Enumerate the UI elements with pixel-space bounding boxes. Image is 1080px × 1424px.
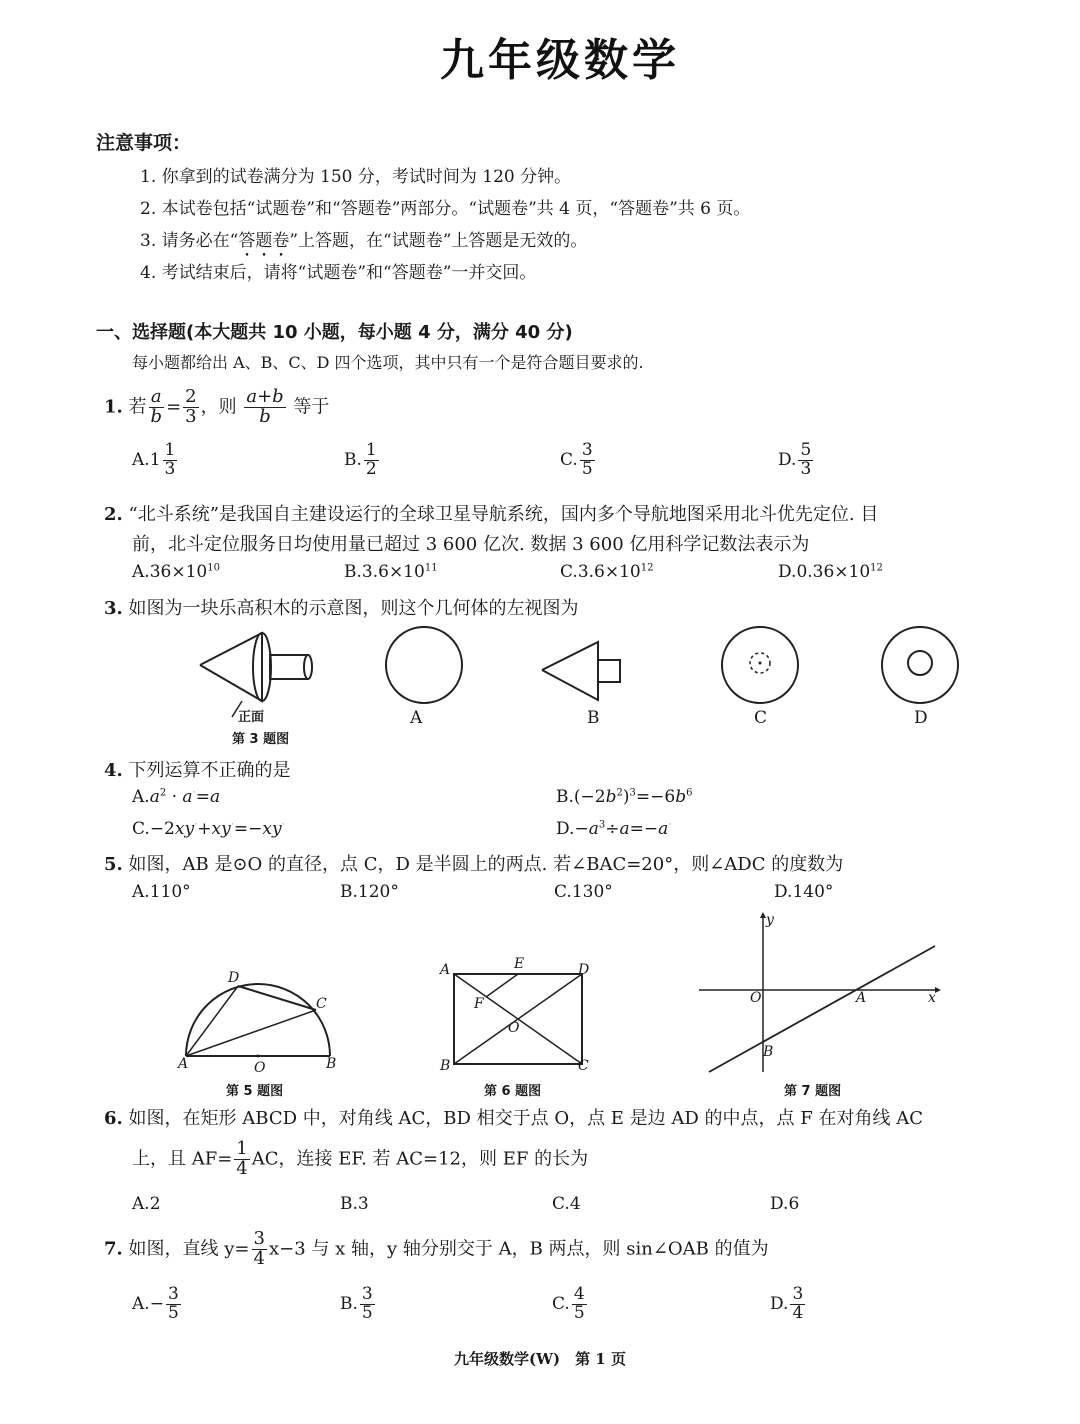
illegible-exponent: · <box>281 819 285 831</box>
option-label: D. <box>778 449 797 470</box>
illegible-exponent: · <box>230 819 234 831</box>
q7-option-b[interactable] <box>340 1286 377 1323</box>
option-value: 110° <box>149 882 191 902</box>
option-value: 130° <box>571 882 613 902</box>
q2-option-a[interactable] <box>132 562 220 582</box>
option-base: 36×10 <box>149 562 208 582</box>
question-number: 2. <box>104 504 123 525</box>
question-5 <box>104 850 843 876</box>
q7-point-b: B <box>763 1044 774 1060</box>
q6-option-d[interactable] <box>770 1194 799 1214</box>
q6-line-2-b: AC，连接 EF. 若 AC=12，则 EF 的长为 <box>251 1148 589 1170</box>
denominator: 5 <box>573 1302 585 1323</box>
denominator: 4 <box>792 1302 804 1323</box>
q5-point-b: B <box>326 1056 337 1072</box>
notice-item-4: 4. 考试结束后，请将“试题卷”和“答题卷”一并交回。 <box>140 263 537 283</box>
denominator: 5 <box>581 458 593 479</box>
fraction <box>252 1230 267 1269</box>
numerator: 3 <box>581 440 593 460</box>
q6-line-2 <box>132 1140 588 1179</box>
q5-point-c: C <box>316 996 327 1012</box>
option-base: 0.36×10 <box>796 562 871 582</box>
denominator: 4 <box>236 1157 248 1179</box>
fraction <box>364 442 379 479</box>
q4-option-b[interactable]: $B.(-2b^2)^3=-6b^6$ <box>556 787 693 807</box>
question-3 <box>104 594 579 620</box>
denominator: 2 <box>365 458 377 479</box>
notice-heading: 注意事项： <box>96 132 192 154</box>
option-sign: − <box>149 1293 164 1314</box>
q6-point-b: B <box>440 1058 451 1074</box>
option-label: C. <box>554 882 572 902</box>
numerator: a+b <box>246 386 284 407</box>
page-title: 九年级数学 <box>440 35 680 86</box>
option-label: C. <box>560 449 578 470</box>
option-label: A. <box>132 1293 150 1314</box>
q5-point-o: O <box>254 1060 266 1076</box>
notice-item-3-a: 3. 请务必在“ <box>140 231 239 251</box>
option-label: A. <box>132 1194 150 1214</box>
option-label: D. <box>770 1194 789 1214</box>
q5-option-d[interactable] <box>774 882 833 902</box>
fraction <box>572 1286 587 1323</box>
option-label: A. <box>132 882 150 902</box>
fraction <box>790 1286 805 1323</box>
option-label: B. <box>344 449 362 470</box>
section-instruction: 每小题都给出 A、B、C、D 四个选项，其中只有一个是符合题目要求的. <box>132 353 644 372</box>
question-2 <box>104 500 878 526</box>
question-7 <box>104 1230 769 1269</box>
illegible-exponent: · <box>668 819 672 831</box>
q2-option-d[interactable] <box>778 562 883 582</box>
question-4 <box>104 756 291 782</box>
numerator: 1 <box>365 440 377 460</box>
q1-text-c: 等于 <box>293 396 330 418</box>
q6-point-d: D <box>578 962 590 978</box>
fraction <box>149 388 165 427</box>
q6-line-1: 如图，在矩形 ABCD 中，对角线 AC，BD 相交于点 O，点 E 是边 AD 的中点，点 F 在对角线 AC <box>128 1108 923 1129</box>
numerator: a <box>150 386 162 407</box>
option-label: D. <box>774 882 793 902</box>
numerator: 3 <box>167 1284 179 1304</box>
q2-option-b[interactable] <box>344 562 438 582</box>
q1-option-c[interactable] <box>560 442 597 479</box>
equals: = <box>166 396 182 418</box>
q7-origin-label: O <box>750 990 762 1006</box>
option-base: 3.6×10 <box>361 562 425 582</box>
q2-option-c[interactable] <box>560 562 653 582</box>
option-value: 4 <box>569 1194 581 1214</box>
option-label: B. <box>340 882 358 902</box>
fraction <box>234 1140 249 1179</box>
q6-rectangle-figure <box>450 970 590 1070</box>
denominator: 3 <box>164 458 176 479</box>
illegible-exponent: · <box>194 819 198 831</box>
q7-coordinate-figure <box>695 912 945 1078</box>
fraction <box>166 1286 181 1323</box>
q5-option-b[interactable] <box>340 882 399 902</box>
q5-point-d: D <box>228 970 240 986</box>
fraction <box>580 442 595 479</box>
q6-caption: 第 6 题图 <box>484 1084 542 1099</box>
notice-item-3-emphasis: 答题卷 <box>238 231 290 251</box>
q5-semicircle-figure <box>180 960 340 1070</box>
exponent: 12 <box>640 562 654 574</box>
q6-point-a: A <box>440 962 451 978</box>
q5-text: 如图，AB 是⊙O 的直径，点 C，D 是半圆上的两点. 若∠BAC=20°，则∠ADC 的度数为 <box>128 854 844 875</box>
numerator: 4 <box>573 1284 585 1304</box>
q6-point-e: E <box>514 956 525 972</box>
q1-text-b: ，则 <box>200 396 237 418</box>
q4-option-d[interactable]: $D.-a^3\div a=-a^\cdot$ <box>556 819 672 839</box>
option-label: B. <box>556 787 574 807</box>
question-number: 3. <box>104 598 123 619</box>
option-value: 3 <box>357 1194 369 1214</box>
q3-choice-a-circle[interactable] <box>384 625 464 705</box>
numerator: 1 <box>164 440 176 460</box>
notice-item-2: 2. 本试卷包括“试题卷”和“答题卷”两部分。“试题卷”共 4 页，“答题卷”共 6 页。 <box>140 199 751 219</box>
q6-option-c[interactable] <box>552 1194 581 1214</box>
numerator: 5 <box>800 440 812 460</box>
q7-point-a: A <box>856 990 867 1006</box>
fraction <box>163 442 178 479</box>
option-label: D. <box>770 1293 789 1314</box>
q1-option-b[interactable] <box>344 442 381 479</box>
option-label: B. <box>344 562 362 582</box>
notice-item-1: 1. 你拿到的试卷满分为 150 分，考试时间为 120 分钟。 <box>140 167 572 187</box>
q3-choice-d-label: D <box>914 708 928 728</box>
option-label: D. <box>778 562 797 582</box>
q1-option-a[interactable] <box>132 442 179 479</box>
numerator: 2 <box>185 386 197 407</box>
q1-option-d[interactable] <box>778 442 815 479</box>
q3-choice-b-shape[interactable] <box>540 640 650 710</box>
fraction <box>798 442 813 479</box>
whole-part: 1 <box>149 449 161 470</box>
denominator: b <box>150 405 163 427</box>
denominator: 3 <box>185 405 197 427</box>
question-number: 1. <box>104 396 123 418</box>
section-heading: 一、选择题(本大题共 10 小题，每小题 4 分，满分 40 分) <box>96 322 573 343</box>
option-value: 140° <box>792 882 834 902</box>
question-1 <box>104 388 329 427</box>
q3-choice-c-circle[interactable] <box>720 625 800 705</box>
option-value: 120° <box>357 882 399 902</box>
option-label: C. <box>552 1194 570 1214</box>
numerator: 1 <box>236 1138 248 1159</box>
q7-axis-y-label: y <box>766 912 774 928</box>
denominator: 3 <box>800 458 812 479</box>
q3-caption: 第 3 题图 <box>232 732 290 747</box>
q5-option-a[interactable] <box>132 882 191 902</box>
option-label: D. <box>556 819 575 839</box>
q3-text: 如图为一块乐高积木的示意图，则这个几何体的左视图为 <box>128 598 579 619</box>
numerator: 3 <box>253 1228 265 1249</box>
q6-option-a[interactable] <box>132 1194 161 1214</box>
denominator: 5 <box>361 1302 373 1323</box>
q7-axis-x-label: x <box>928 990 936 1006</box>
numerator: 3 <box>361 1284 373 1304</box>
notice-item-3 <box>140 226 587 261</box>
fraction <box>244 388 285 427</box>
exponent: 11 <box>424 562 438 574</box>
denominator: 5 <box>167 1302 179 1323</box>
q6-point-c: C <box>578 1058 589 1074</box>
option-base: 3.6×10 <box>577 562 641 582</box>
q7-option-a[interactable] <box>132 1286 183 1323</box>
question-number: 5. <box>104 854 123 875</box>
q5-option-c[interactable] <box>554 882 613 902</box>
q4-option-a[interactable]: $A.a^2 \cdot a^\cdot=a$ <box>132 787 221 807</box>
option-label: A. <box>132 562 150 582</box>
denominator: 4 <box>253 1247 265 1269</box>
option-value: 2 <box>149 1194 161 1214</box>
q4-text: 下列运算不正确的是 <box>128 760 291 781</box>
option-label: A. <box>132 449 150 470</box>
option-label: B. <box>340 1194 358 1214</box>
question-6 <box>104 1104 923 1130</box>
notice-item-3-b: ”上答题，在“试题卷”上答题是无效的。 <box>289 231 588 251</box>
fraction <box>360 1286 375 1323</box>
q7-text-b: x−3 与 x 轴，y 轴分别交于 A，B 两点，则 sin∠OAB 的值为 <box>268 1238 769 1260</box>
q3-front-label: 正面 <box>238 710 265 725</box>
exponent: 12 <box>870 562 883 574</box>
option-value: 6 <box>788 1194 800 1214</box>
q5-caption: 第 5 题图 <box>226 1084 284 1099</box>
q2-line-2: 前，北斗定位服务日均使用量已超过 3 600 亿次. 数据 3 600 亿用科学记数法表示为 <box>132 534 810 555</box>
q3-choice-a-label: A <box>410 708 423 728</box>
question-number: 4. <box>104 760 123 781</box>
illegible-exponent: · <box>192 787 196 799</box>
q6-point-o: O <box>508 1020 520 1036</box>
denominator: b <box>259 405 271 427</box>
q6-point-f: F <box>474 996 484 1012</box>
option-label: C. <box>560 562 578 582</box>
option-label: A. <box>132 787 150 807</box>
q3-choice-b-label: B <box>587 708 600 728</box>
question-number: 7. <box>104 1238 123 1260</box>
q7-option-c[interactable] <box>552 1286 589 1323</box>
exponent: 10 <box>207 562 220 574</box>
q7-text-a: 如图，直线 y= <box>128 1238 250 1260</box>
q3-choice-c-label: C <box>754 708 768 728</box>
q5-point-a: A <box>178 1056 189 1072</box>
q4-option-c[interactable]: C.−2xy·+xy·=−xy· <box>132 819 285 839</box>
q7-caption: 第 7 题图 <box>784 1084 842 1099</box>
numerator: 3 <box>792 1284 804 1304</box>
q6-line-2-a: 上，且 AF= <box>132 1148 233 1170</box>
q3-choice-d-circle[interactable] <box>880 625 960 705</box>
q6-option-b[interactable] <box>340 1194 369 1214</box>
q7-option-d[interactable] <box>770 1286 807 1323</box>
q2-line-1: “北斗系统”是我国自主建设运行的全球卫星导航系统，国内多个导航地图采用北斗优先定位. 目 <box>128 504 879 525</box>
fraction <box>183 388 198 427</box>
option-label: C. <box>552 1293 570 1314</box>
option-label: B. <box>340 1293 358 1314</box>
option-label: C. <box>132 819 150 839</box>
page-footer: 九年级数学(W) 第 1 页 <box>454 1350 626 1368</box>
question-number: 6. <box>104 1108 123 1129</box>
q1-text-a: 若 <box>128 396 147 418</box>
